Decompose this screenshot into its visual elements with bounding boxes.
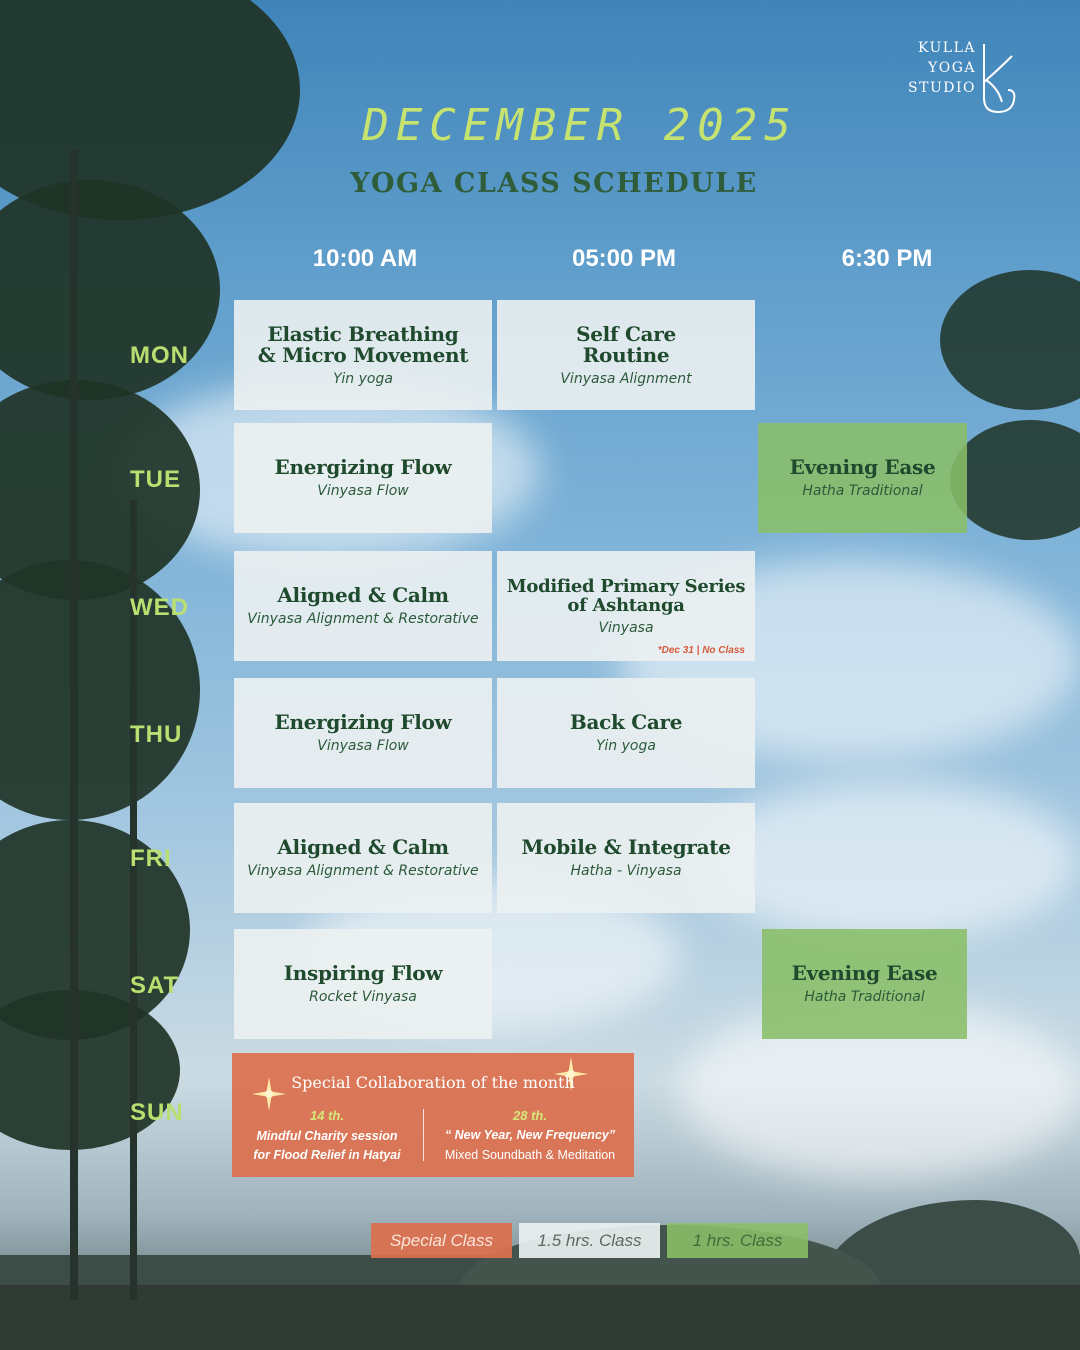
class-title: Aligned & Calm <box>277 835 449 859</box>
class-card-tue-evening[interactable] <box>758 423 967 533</box>
class-title: Back Care <box>569 710 683 734</box>
class-title: Energizing Flow <box>274 455 452 479</box>
special-left-line-2: for Flood Relief in Hatyai <box>253 1148 401 1162</box>
logo-line-1: KULLA <box>918 40 976 56</box>
class-card-wed-morning[interactable] <box>234 551 492 661</box>
class-card-fri-morning[interactable] <box>234 803 492 913</box>
special-left-line-1: Mindful Charity session <box>256 1129 398 1143</box>
logo-line-2: YOGA <box>927 60 976 76</box>
class-title: Energizing Flow <box>274 710 452 734</box>
class-title: Modified Primary Series of Ashtanga <box>506 575 746 616</box>
class-type: Vinyasa <box>598 619 654 636</box>
class-type: Vinyasa Flow <box>317 483 409 499</box>
class-type: Vinyasa Flow <box>317 738 409 754</box>
special-right-line-1: “ New Year, New Frequency” <box>444 1128 616 1142</box>
class-type: Vinyasa Alignment & Restorative <box>247 863 479 879</box>
class-card-thu-morning[interactable] <box>234 678 492 788</box>
special-heading: Special Collaboration of the month <box>291 1073 575 1092</box>
logo-line-3: STUDIO <box>908 80 976 96</box>
day-label-mon: MON <box>130 342 189 369</box>
time-header-morning: 10:00 AM <box>312 245 418 272</box>
special-date-right: 28 th. <box>513 1108 547 1123</box>
class-card-sat-evening[interactable] <box>762 929 967 1039</box>
class-card-mon-morning[interactable] <box>234 300 492 410</box>
class-card-sat-morning[interactable] <box>234 929 492 1039</box>
class-type: Hatha Traditional <box>804 989 925 1005</box>
class-card-wed-afternoon[interactable] <box>497 551 755 661</box>
day-label-wed: WED <box>130 594 189 621</box>
class-card-tue-morning[interactable] <box>234 423 492 533</box>
day-label-sun: SUN <box>130 1099 184 1126</box>
day-label-sat: SAT <box>130 972 180 999</box>
class-title: Mobile & Integrate <box>521 835 731 859</box>
class-type: Rocket Vinyasa <box>309 989 417 1005</box>
time-header-afternoon: 05:00 PM <box>571 245 677 272</box>
class-card-thu-afternoon[interactable] <box>497 678 755 788</box>
class-card-mon-afternoon[interactable] <box>497 300 755 410</box>
class-title: Evening Ease <box>789 455 936 479</box>
class-type: Hatha - Vinyasa <box>570 863 682 879</box>
day-label-tue: TUE <box>130 466 181 493</box>
class-title: Elastic Breathing & Micro Movement <box>257 321 469 367</box>
class-card-fri-afternoon[interactable] <box>497 803 755 913</box>
no-class-note: *Dec 31 | No Class <box>657 645 745 656</box>
special-right-line-2: Mixed Soundbath & Meditation <box>444 1148 616 1162</box>
month-title: DECEMBER 2025 <box>362 100 798 151</box>
legend-long-class: 1.5 hrs. Class <box>519 1223 660 1258</box>
class-type: Yin yoga <box>333 370 393 387</box>
time-header-evening: 6:30 PM <box>841 245 933 272</box>
class-title: Self Care Routine <box>576 321 676 367</box>
legend-special-class: Special Class <box>371 1223 512 1258</box>
logo-text <box>908 38 976 98</box>
special-divider <box>423 1109 424 1161</box>
day-label-fri: FRI <box>130 845 172 872</box>
class-type: Hatha Traditional <box>802 483 923 499</box>
class-type: Yin yoga <box>596 738 656 754</box>
legend-short-class: 1 hrs. Class <box>667 1223 808 1258</box>
class-title: Evening Ease <box>791 961 938 985</box>
class-title: Inspiring Flow <box>283 961 443 985</box>
class-title: Aligned & Calm <box>277 583 449 607</box>
day-label-thu: THU <box>130 721 183 748</box>
schedule-subtitle: YOGA CLASS SCHEDULE <box>350 168 758 199</box>
class-type: Vinyasa Alignment <box>560 370 692 387</box>
special-date-left: 14 th. <box>310 1108 344 1123</box>
special-collaboration-card[interactable] <box>232 1053 634 1177</box>
class-type: Vinyasa Alignment & Restorative <box>247 611 479 627</box>
